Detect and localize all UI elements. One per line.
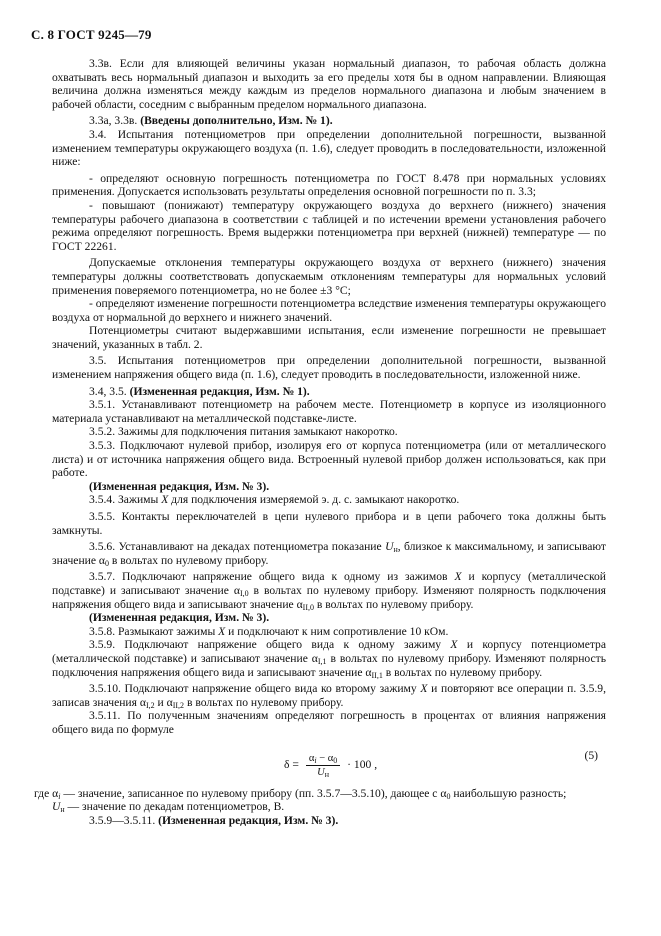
paragraph-3-5-3: 3.5.3. Подключают нулевой прибор, изолируя его от корпуса потенциометра (или от металлического листа) и от источника напряжения общего вида. Встроенный нулевой прибор должен использоваться, как при работе.	[52, 439, 606, 480]
paragraph-3-5-1: 3.5.1. Устанавливают потенциометр на рабочем месте. Потенциометр в корпусе из изоляционного материала устанавливают на металлической подставке-листе.	[52, 398, 606, 425]
paragraph-raise-temp: - повышают (понижают) температуру окружающего воздуха до верхнего (нижнего) значения температуры рабочего диапазона в соответствии с таблицей и по истечении времени установления рабочего режима определяют погрешность. Время выдержки потенциометра при верхней (нижней) температуре — по ГОСТ 22261.	[52, 198, 606, 253]
paragraph-3-5-11: 3.5.11. По полученным значениям определяют погрешность в процентах от влияния напряжения общего вида по формуле	[52, 709, 606, 736]
paragraph-3-5-5: 3.5.5. Контакты переключателей в цепи нулевого прибора и в цепи рабочего тока должны быть замкнуты.	[52, 510, 606, 537]
paragraph-3-5-8: 3.5.8. Размыкают зажимы X и подключают к ним сопротивление 10 кОм.	[89, 624, 449, 638]
paragraph-3-5: 3.5. Испытания потенциометров при определении дополнительной погрешности, вызванной изменением напряжения общего вида (п. 1.6), следует проводить в последовательности, изложенной ниже.	[52, 354, 606, 382]
paragraph-3-4: 3.4. Испытания потенциометров при определении дополнительной погрешности, вызванной изменением температуры окружающего воздуха (п. 1.6), следует проводить в последовательности, изложенной ниже:	[52, 127, 606, 169]
formula-fraction: $\frac{\alpha_i - \alpha_0}{U_н}$	[306, 752, 340, 779]
amendment-note: (Измененная редакция, Изм. № 1).	[129, 384, 310, 398]
paragraph-error-change: - определяют изменение погрешности потенциометра вследствие изменения температуры окружающего воздуха от нормальной до верхнего и нижнего значений.	[52, 297, 606, 324]
paragraph-3-5-2: 3.5.2. Зажимы для подключения питания замыкают накоротко.	[89, 425, 398, 439]
amendment-note: (Введены дополнительно, Изм. № 1).	[140, 114, 333, 128]
paragraph-3-5-6: 3.5.6. Устанавливают на декадах потенциометра показание $U_н$, близкое к максимальному, и записывают значение $\alpha_0$ в вольтах по нулевому прибору.	[52, 540, 606, 568]
paragraph-3-5-4: 3.5.4. Зажимы X для подключения измеряемой э. д. с. замыкают накоротко.	[89, 493, 460, 507]
paragraph-basic-error: - определяют основную погрешность потенциометра по ГОСТ 8.478 при нормальных условиях применения. Допускается использовать результаты определения основной погрешности по п. 3.3;	[52, 171, 606, 199]
formula-expression: δ = $\frac{\alpha_i - \alpha_0}{U_н}$ · 100 ,	[284, 752, 378, 779]
formula-number: (5)	[584, 748, 598, 762]
paragraph-3-5-7: 3.5.7. Подключают напряжение общего вида к одному из зажимов X и корпусу (металлической подставке) и записывают значение $\alpha_{I,0}$ в вольтах по нулевому прибору. Изменяют полярность подключения напряжения общего вида и записывают значение $\alpha_{II,0}$ в вольтах по нулевому прибору.	[52, 570, 606, 612]
legend-alpha: где $\alpha_i$ — значение, записанное по нулевому прибору (пп. 3.5.7—3.5.10), дающее с $\alpha_0$ наибольшую разность;	[34, 786, 567, 801]
legend-u: $U_н$ — значение по декадам потенциометров, В.	[52, 800, 285, 815]
paragraph-amendment-2	[52, 385, 606, 399]
paragraph-temp-deviation: Допускаемые отклонения температуры окружающего воздуха от верхнего (нижнего) значения температуры должны соответствовать допускаемым отклонениям температуры для нормальных условий применения поверяемого потенциометра, но не более ±3 °С;	[52, 256, 606, 297]
paragraph-3-3v: 3.3в. Если для влияющей величины указан нормальный диапазон, то рабочая область должна охватывать весь нормальный диапазон и выходить за его пределы хотя бы в одном направлении. Влияющая величина должна изменяться между каждым из пределов нормального диапазона и любым значением в рабочей области, соседним с выбранным пределом нормального диапазона.	[52, 57, 606, 111]
paragraph-amendment-1	[52, 114, 606, 128]
paragraph-pass-criteria: Потенциометры считают выдержавшими испытания, если изменение погрешности не превышает значений, указанных в табл. 2.	[52, 324, 606, 351]
amendment-ref: 3.3а, 3.3в.	[89, 114, 141, 128]
amendment-ref: 3.4, 3.5.	[89, 384, 130, 398]
amendment-note-3a: (Измененная редакция, Изм. № 3).	[89, 479, 270, 493]
document-body	[34, 57, 607, 827]
amendment-note-3b: (Измененная редакция, Изм. № 3).	[89, 611, 270, 625]
page-header: С. 8 ГОСТ 9245—79	[31, 27, 152, 42]
paragraph-3-5-10: 3.5.10. Подключают напряжение общего вида ко второму зажиму X и повторяют все операции п. 3.5.9, записав значения $\alpha_{I,2}$ и $\alpha_{II,2}$ в вольтах по нулевому прибору.	[52, 682, 607, 710]
amendment-final: 3.5.9—3.5.11. (Измененная редакция, Изм. № 3).	[89, 813, 339, 827]
paragraph-3-5-9: 3.5.9. Подключают напряжение общего вида к одному зажиму X и корпусу потенциометра (металлической подставке) и записывают значение $\alpha_{I,1}$ в вольтах по нулевому прибору. Изменяют полярность подключения напряжения общего вида и записывают значение $\alpha_{II,1}$ в вольтах по нулевому прибору.	[52, 638, 606, 680]
formula-5	[52, 741, 606, 783]
